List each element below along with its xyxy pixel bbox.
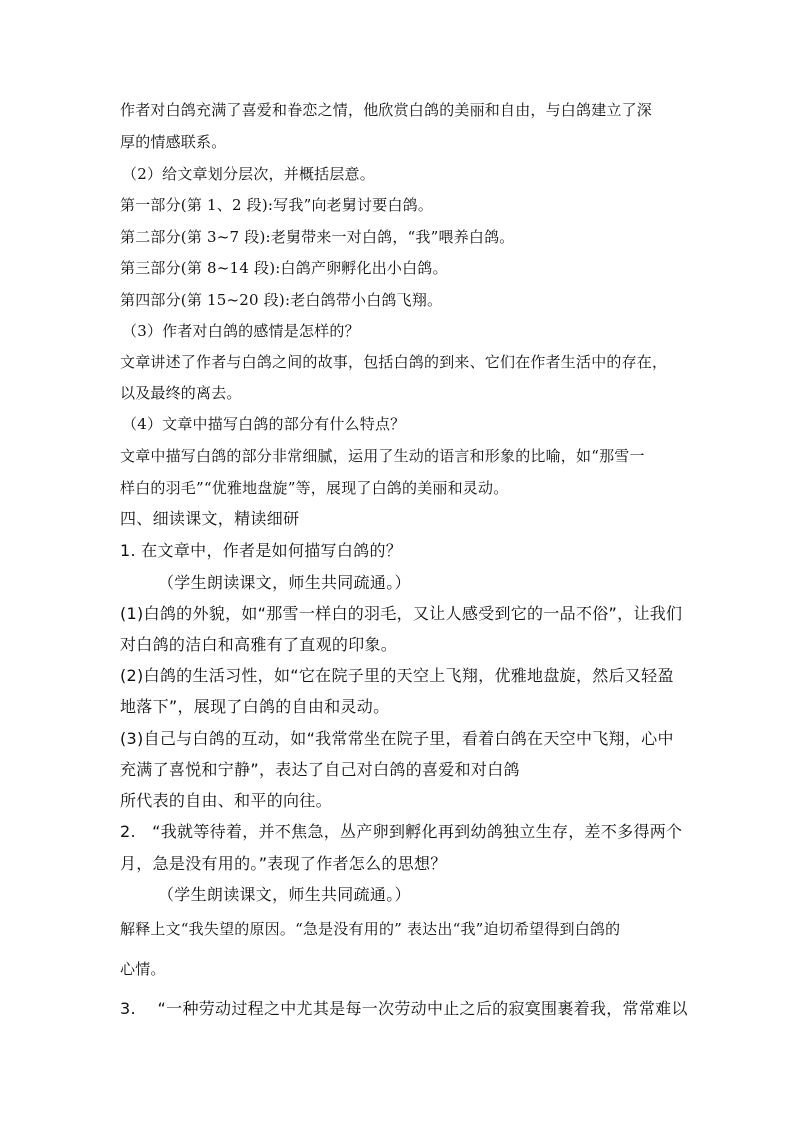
answer-line-2: 厚的情感联系。 xyxy=(120,133,227,151)
point-3-line-1: (3)自己与白鸽的互动，如“我常常坐在院子里，看着白鸽在天空中飞翔，心中 xyxy=(120,729,674,748)
point-1-line-1: (1)白鸽的外貌，如“那雪一样白的羽毛，又让人感受到它的一品不俗”，让我们 xyxy=(120,604,683,623)
teacher-note-2: （学生朗读课文，师生共同疏通。） xyxy=(158,885,411,904)
section-heading-4: 四、细读课文，精读细研 xyxy=(120,509,300,528)
question-item-1: 1. 在文章中，作者是如何描写白鸽的？ xyxy=(120,541,403,560)
point-1-line-2: 对白鸽的洁白和高雅有了直观的印象。 xyxy=(120,635,398,654)
question-item-2-line-1: 2. “我就等待着，并不焦急，丛产卵到孵化再到幼鸽独立生存，差不多得两个 xyxy=(120,822,683,841)
point-3-line-3: 所代表的自由、和平的向往。 xyxy=(120,791,332,810)
question-item-3-line-1: 3. “一种劳动过程之中尤其是每一次劳动中止之后的寂寞围裹着我，常常难以 xyxy=(120,999,688,1018)
explanation-line-2: 心情。 xyxy=(120,960,166,978)
answer-4-line-1: 文章中描写白鸽的部分非常细腻，运用了生动的语言和形象的比喻，如“那雪一 xyxy=(120,447,645,465)
teacher-note-1: （学生朗读课文，师生共同疏通。） xyxy=(158,573,411,592)
section-part-4: 第四部分(第 15~20 段):老白鸽带小白鸽飞翔。 xyxy=(120,291,443,309)
answer-3-line-2: 以及最终的离去。 xyxy=(120,384,242,402)
point-3-line-2: 充满了喜悦和宁静”，表达了自己对白鸽的喜爱和对白鸽 xyxy=(120,760,520,779)
section-part-3: 第三部分(第 8~14 段):白鸽产卵孵化出小白鸽。 xyxy=(120,259,448,277)
answer-line-1: 作者对白鸽充满了喜爱和眷恋之情，他欣赏白鸽的美丽和自由，与白鸽建立了深 xyxy=(120,101,653,119)
answer-3-line-1: 文章讲述了作者与白鸽之间的故事，包括白鸽的到来、它们在作者生活中的存在， xyxy=(120,353,668,371)
point-2-line-1: (2)白鸽的生活习性，如“它在院子里的天空上飞翔，优雅地盘旋，然后又轻盈 xyxy=(120,666,674,685)
section-part-1: 第一部分(第 1、2 段):写我”向老舅讨要白鸽。 xyxy=(120,196,434,214)
question-4: （4）文章中描写白鸽的部分有什么特点？ xyxy=(122,415,406,433)
answer-4-line-2: 样白的羽毛”“优雅地盘旋”等，展现了白鸽的美丽和灵动。 xyxy=(120,479,509,497)
explanation-line-1: 解释上文“我失望的原因。“急是没有用的” 表达出“我”迫切希望得到白鸽的 xyxy=(120,920,621,938)
point-2-line-2: 地落下”，展现了白鸽的自由和灵动。 xyxy=(120,697,390,716)
question-3: （3）作者对白鸽的感情是怎样的？ xyxy=(122,322,360,340)
section-part-2: 第二部分(第 3~7 段):老舅带来一对白鸽，“我”喂养白鸽。 xyxy=(120,228,515,246)
question-item-2-line-2: 月，急是没有用的。”表现了作者怎么的思想？ xyxy=(120,854,447,873)
question-2: （2）给文章划分层次，并概括层意。 xyxy=(122,165,375,183)
